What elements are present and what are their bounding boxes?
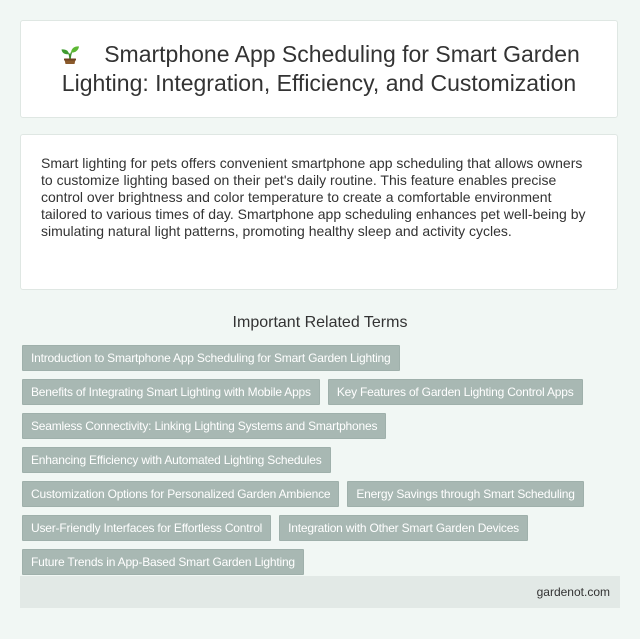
- related-terms-heading: Important Related Terms: [232, 314, 408, 331]
- page-title: [21, 40, 617, 98]
- related-term-tag[interactable]: Customization Options for Personalized Garden Ambience: [22, 481, 339, 507]
- related-term-tag[interactable]: Seamless Connectivity: Linking Lighting Systems and Smartphones: [22, 413, 386, 439]
- description-text: Smart lighting for pets offers convenient smartphone app scheduling that allows owners to customize lighting based on their pet's daily routine. This feature enables precise control over brightness and color temperature to create a comfortable environment tailored to various times of day. Smartphone app scheduling enhances pet well-being by simulating natural light patterns, promoting healthy sleep and activity cycles.: [41, 155, 586, 239]
- related-term-tag[interactable]: Benefits of Integrating Smart Lighting with Mobile Apps: [22, 379, 320, 405]
- related-term-tag[interactable]: Key Features of Garden Lighting Control Apps: [328, 379, 583, 405]
- related-term-tag[interactable]: Enhancing Efficiency with Automated Lighting Schedules: [22, 447, 331, 473]
- sprout-icon: [58, 41, 82, 65]
- description-card: [20, 134, 618, 290]
- title-card: [20, 20, 618, 118]
- page-title-text: Smartphone App Scheduling for Smart Garden Lighting: Integration, Efficiency, and Customization: [61, 41, 580, 96]
- related-term-tag[interactable]: Introduction to Smartphone App Scheduling for Smart Garden Lighting: [22, 345, 400, 371]
- related-term-tag[interactable]: Future Trends in App-Based Smart Garden Lighting: [22, 549, 304, 575]
- footer: [20, 576, 620, 608]
- related-terms-list: [22, 345, 612, 575]
- related-term-tag[interactable]: Integration with Other Smart Garden Devices: [279, 515, 528, 541]
- related-term-tag[interactable]: Energy Savings through Smart Scheduling: [347, 481, 583, 507]
- related-term-tag[interactable]: User-Friendly Interfaces for Effortless Control: [22, 515, 271, 541]
- source-link[interactable]: gardenot.com: [536, 585, 610, 599]
